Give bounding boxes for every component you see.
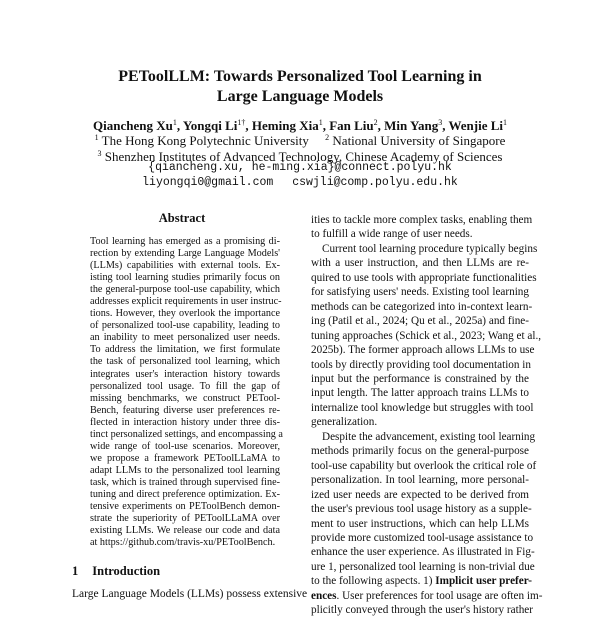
affiliation-mark: 1: [94, 133, 99, 142]
body-text: internalize tool knowledge but struggles with tool: [311, 401, 534, 414]
body-line: [311, 517, 529, 531]
abstract-line: an inability to meet personalized user needs.: [90, 332, 280, 344]
body-text: methods primarily focus on the general-purpose: [311, 445, 529, 458]
body-text: personalization. In tool learning, more personal-: [311, 474, 529, 487]
abstract-line: (LLMs) capabilities with external tools. Ex-: [90, 260, 280, 272]
author-separator: ,: [442, 118, 449, 133]
abstract-line: the task of personalized tool learning, which: [90, 356, 280, 368]
body-bold-term: ences: [311, 589, 337, 602]
body-text: tuning approaches (Schick et al., 2023; Wang et al.,: [311, 329, 542, 342]
body-text: to fulfill a wide range of user needs.: [311, 228, 473, 241]
email-line-2: [0, 175, 600, 191]
author-affiliation-mark: 1: [318, 118, 323, 127]
abstract-line: we propose a framework PEToolLLaMA to: [90, 452, 280, 464]
author-affiliation-mark: 3: [438, 118, 443, 127]
body-line: [311, 213, 533, 227]
body-text: ized user needs are expected to be derived from: [311, 488, 529, 501]
body-text: plicitly conveyed through the user's history rather: [311, 604, 533, 617]
body-line: [311, 603, 533, 617]
body-text: ure 1, personalized tool learning is non-trivial due: [311, 560, 535, 573]
affiliation-1: The Hong Kong Polytechnic University: [101, 133, 309, 148]
section-heading: [72, 564, 160, 579]
author-name: Qiancheng Xu: [92, 118, 173, 133]
body-line: [311, 227, 529, 241]
body-text: input length. The latter approach trains LLMs to: [311, 387, 529, 400]
body-line: [311, 285, 529, 299]
author-separator: ,: [322, 118, 330, 133]
author-affiliation-mark: 1†: [237, 118, 246, 127]
body-line: [311, 343, 535, 357]
body-line: [311, 560, 535, 574]
right-column-text: [311, 213, 543, 618]
body-text: ment to user instructions, which can help LLMs: [311, 517, 529, 530]
author-separator: ,: [176, 118, 183, 133]
abstract-body: [90, 236, 283, 549]
body-line: [311, 329, 542, 343]
affiliation-3: Shenzhen Institutes of Advanced Technology, Chinese Academy of Sciences: [104, 149, 503, 164]
abstract-line: missing benchmarks, we construct PETool-: [90, 392, 280, 404]
email-group[interactable]: {qiancheng.xu, he-ming.xia}@connect.polyu.hk: [148, 161, 452, 174]
author-name: Min Yang: [384, 118, 439, 133]
body-line: [311, 372, 529, 386]
abstract-line: rection by extending Large Language Models': [90, 248, 280, 260]
body-line: [311, 401, 534, 415]
affiliation-mark: 2: [325, 133, 330, 142]
body-line: [311, 242, 538, 256]
author-affiliation-mark: 1: [503, 118, 508, 127]
abstract-line: at https://github.com/travis-xu/PEToolBench.: [90, 537, 276, 549]
body-line: [311, 545, 535, 559]
body-text: with a user instruction, and then LLMs are re-: [311, 257, 529, 270]
abstract-heading: Abstract: [158, 211, 206, 225]
author-affiliation-mark: 2: [373, 118, 378, 127]
body-line: [311, 473, 529, 487]
body-text: tools by directly providing tool documentation in: [311, 358, 531, 371]
author-affiliation-mark: 1: [172, 118, 177, 127]
body-line: [311, 256, 529, 270]
body-line: [311, 358, 529, 372]
abstract-line: tions. However, they overlook the importance: [90, 308, 280, 320]
body-line: [311, 386, 529, 400]
body-line: [311, 444, 529, 458]
email-line-1: [0, 160, 600, 176]
abstract-line: addresses explicit requirements in user instruc-: [90, 296, 282, 308]
author-name: Fan Liu: [329, 118, 374, 133]
abstract-line: wide range of tool-use scenarios. Moreover,: [90, 440, 280, 452]
body-text: input but the performance is constrained by the: [311, 372, 529, 385]
body-line: [311, 430, 536, 444]
abstract-line: tuning and direct preference optimization. Ex-: [90, 488, 280, 500]
body-text: the user's previous tool usage history as a supple-: [311, 503, 532, 516]
author-separator: ,: [377, 118, 385, 133]
abstract-line: flected in interaction history under three dis-: [90, 416, 280, 428]
body-text: provide more customized tool-usage assistance to: [311, 531, 534, 544]
body-bold-term: Implicit user prefer-: [435, 575, 533, 588]
body-text: ities to tackle more complex tasks, enabling them: [311, 214, 533, 226]
author-name: Heming Xia: [251, 118, 319, 133]
body-line: [311, 531, 534, 545]
body-text: Current tool learning procedure typically begins: [322, 242, 538, 255]
body-text: quired to use tools with appropriate functionalities: [311, 271, 537, 284]
body-text: . User preferences for tool usage are often im-: [336, 589, 543, 602]
section-number: 1: [72, 564, 79, 578]
affiliation-2: National University of Singapore: [332, 133, 506, 148]
intro-first-line: Large Language Models (LLMs) possess extensive: [72, 588, 308, 600]
body-line: [311, 589, 543, 603]
section-title: Introduction: [92, 564, 161, 578]
body-line: [311, 574, 533, 588]
abstract-line: strate the superiority of PEToolLLaMA over: [90, 513, 280, 525]
body-line: [311, 502, 532, 516]
body-text: for satisfying users' needs. Existing tool learning: [311, 286, 529, 299]
body-line: [311, 488, 529, 502]
abstract-line: To address the limitation, we first formulate: [90, 344, 280, 356]
affiliation-mark: 3: [97, 149, 102, 158]
author-separator: ,: [245, 118, 252, 133]
title-line-1: PEToolLLM: Towards Personalized Tool Learning in: [118, 68, 482, 85]
abstract-line: isting tool learning studies primarily focus on: [90, 272, 280, 284]
body-text: ing (Patil et al., 2024; Qu et al., 2025a) and fine-: [311, 315, 529, 328]
abstract-line: Tool learning has emerged as a promising di-: [90, 236, 280, 247]
body-text: Despite the advancement, existing tool learning: [322, 430, 536, 443]
abstract-line: integrates user's interaction history towards: [90, 368, 280, 380]
abstract-line: existing LLMs. We release our code and data: [90, 525, 280, 537]
abstract-line: Bench, featuring diverse user preferences re-: [90, 404, 280, 416]
abstract-line: tinct personalized settings, and encompassing a: [90, 428, 283, 440]
abstract-line: adapt LLMs to the personalized tool learning: [90, 464, 280, 476]
abstract-line: of personalized tool-use capability, leading to: [90, 320, 280, 332]
author-name: Yongqi Li: [182, 118, 238, 133]
paper-title: [0, 67, 600, 107]
body-line: [311, 415, 529, 429]
body-line: [311, 314, 529, 328]
email-liyongqi[interactable]: liyongqi0@gmail.com: [142, 176, 274, 189]
body-text: generalization.: [311, 416, 378, 429]
email-cswjli[interactable]: cswjli@comp.polyu.edu.hk: [292, 176, 458, 189]
title-line-2: Large Language Models: [216, 88, 384, 105]
body-text: to the following aspects. 1): [311, 575, 436, 588]
body-text: methods can be categorized into in-context learn-: [311, 300, 533, 313]
body-line: [311, 459, 537, 473]
body-line: [311, 300, 533, 314]
author-name: Wenjie Li: [448, 118, 504, 133]
body-line: [311, 271, 537, 285]
body-text: 2025b). The former approach allows LLMs to use: [311, 344, 535, 357]
abstract-line: task, which is trained through supervised fine-: [90, 476, 280, 488]
body-text: tool-use capability but overlook the critical role of: [311, 459, 537, 472]
abstract-line: the general-purpose tool-use capability, which: [90, 284, 280, 296]
abstract-line: tensive experiments on PEToolBench demon-: [90, 501, 280, 513]
body-text: enhance the user experience. As illustrated in Fig-: [311, 546, 535, 559]
abstract-line: personalized tool usage. To fill the gap of: [90, 380, 280, 392]
